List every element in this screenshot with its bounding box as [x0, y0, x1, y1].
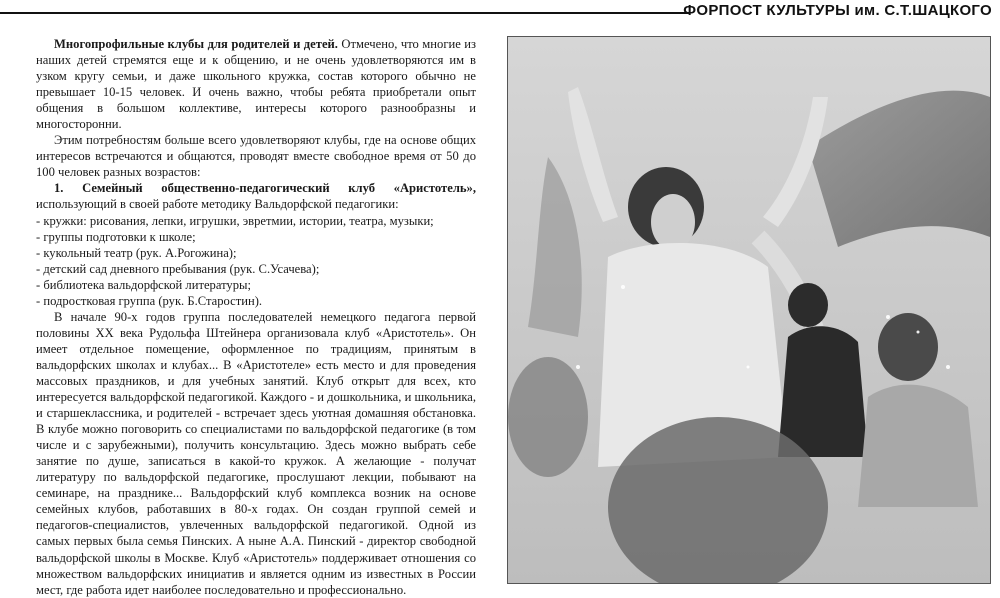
club-paragraph: [36, 180, 476, 212]
article-text-column: [36, 36, 476, 598]
activities-list: [36, 213, 476, 309]
header-rule: [0, 12, 690, 14]
page-header-title: ФОРПОСТ КУЛЬТУРЫ им. С.Т.ШАЦКОГО: [683, 2, 992, 19]
foreground-figure-left: [508, 357, 588, 477]
woman-face: [651, 194, 695, 250]
photo-illustration: [508, 37, 990, 583]
article-photo: [507, 36, 991, 584]
list-item: - группы подготовки к школе;: [36, 229, 196, 244]
child-head: [878, 313, 938, 381]
list-item: - подростковая группа (рук. Б.Старостин).: [36, 293, 263, 308]
lead-heading: Многопрофильные клубы для родителей и детей.: [54, 37, 338, 51]
club-heading: 1. Семейный общественно-педагогический клуб «Аристотель»,: [54, 181, 476, 196]
list-item: - кружки: рисования, лепки, игрушки, эвретмии, истории, театра, музыки;: [36, 213, 434, 228]
list-item: - библиотека вальдорфской литературы;: [36, 277, 251, 292]
lead-paragraph: [36, 36, 476, 132]
paragraph-2: Этим потребностям больше всего удовлетворяют клубы, где на основе общих интересов встречаются и общаются, проводят вместе свободное время от 50 до 100 человек разных возрастов:: [36, 133, 476, 180]
paragraph-3: В начале 90-х годов группа последователей немецкого педагога первой половины XX века Рудольфа Штейнера организовала клуб «Аристотель». Он имеет отдельное помещение, оформленное по традициям, принятым в вальдорфских школах и клубах... В «Аристотеле» есть место и для проведения массовых праздников, и для учебных занятий. Клуб открыт для всех, кто интересуется вальдорфской педагогикой. Каждого - и дошкольника, и школьника, и старшеклассника, и родителей - встречает здесь уютная домашняя обстановка. В клубе можно поговорить со специалистами по вальдорфской педагогике (в том числе и с зарубежными), получить консультацию. Здесь можно выбрать себе занятие по душе, записаться в какой-то кружок. А желающие - получат литературу по вальдорфской педагогике, прослушают лекции, побывают на семинаре, на празднике... Вальдорфский клуб комплекса возник на основе семейных клубов, работавших в 80-х годах. Он создан группой семей и педагогов-специалистов, увлеченных вальдорфской педагогикой. Одной из самых первых была семья Пинских. А ныне А.А. Пинский - директор свободной вальдорфской школы в Москве. Клуб «Аристотель» поддерживает отношения со множеством вальдорфских инициатив и является одним из известных в России мест, где работа идет наиболее последовательно и профессионально.: [36, 309, 476, 597]
crowned-man-head: [788, 283, 828, 327]
lead-text: Отмечено, что многие из наших детей стремятся еще и к общению, и не очень удовлетворяются им в узком кругу семьи, и даже школьного кружка, состав которого обычно не превышает 10-15 человек. И очень важно, чтобы ребята приобретали опыт общения в большом коллективе, интересы которого разнообразны и многосторонни.: [36, 37, 477, 132]
club-intro: использующий в своей работе методику Вальдорфской педагогики:: [36, 197, 399, 212]
list-item: - детский сад дневного пребывания (рук. С.Усачева);: [36, 261, 320, 276]
child-body: [858, 385, 978, 507]
list-item: - кукольный театр (рук. А.Рогожина);: [36, 245, 237, 260]
crowned-man-robe: [778, 326, 868, 457]
